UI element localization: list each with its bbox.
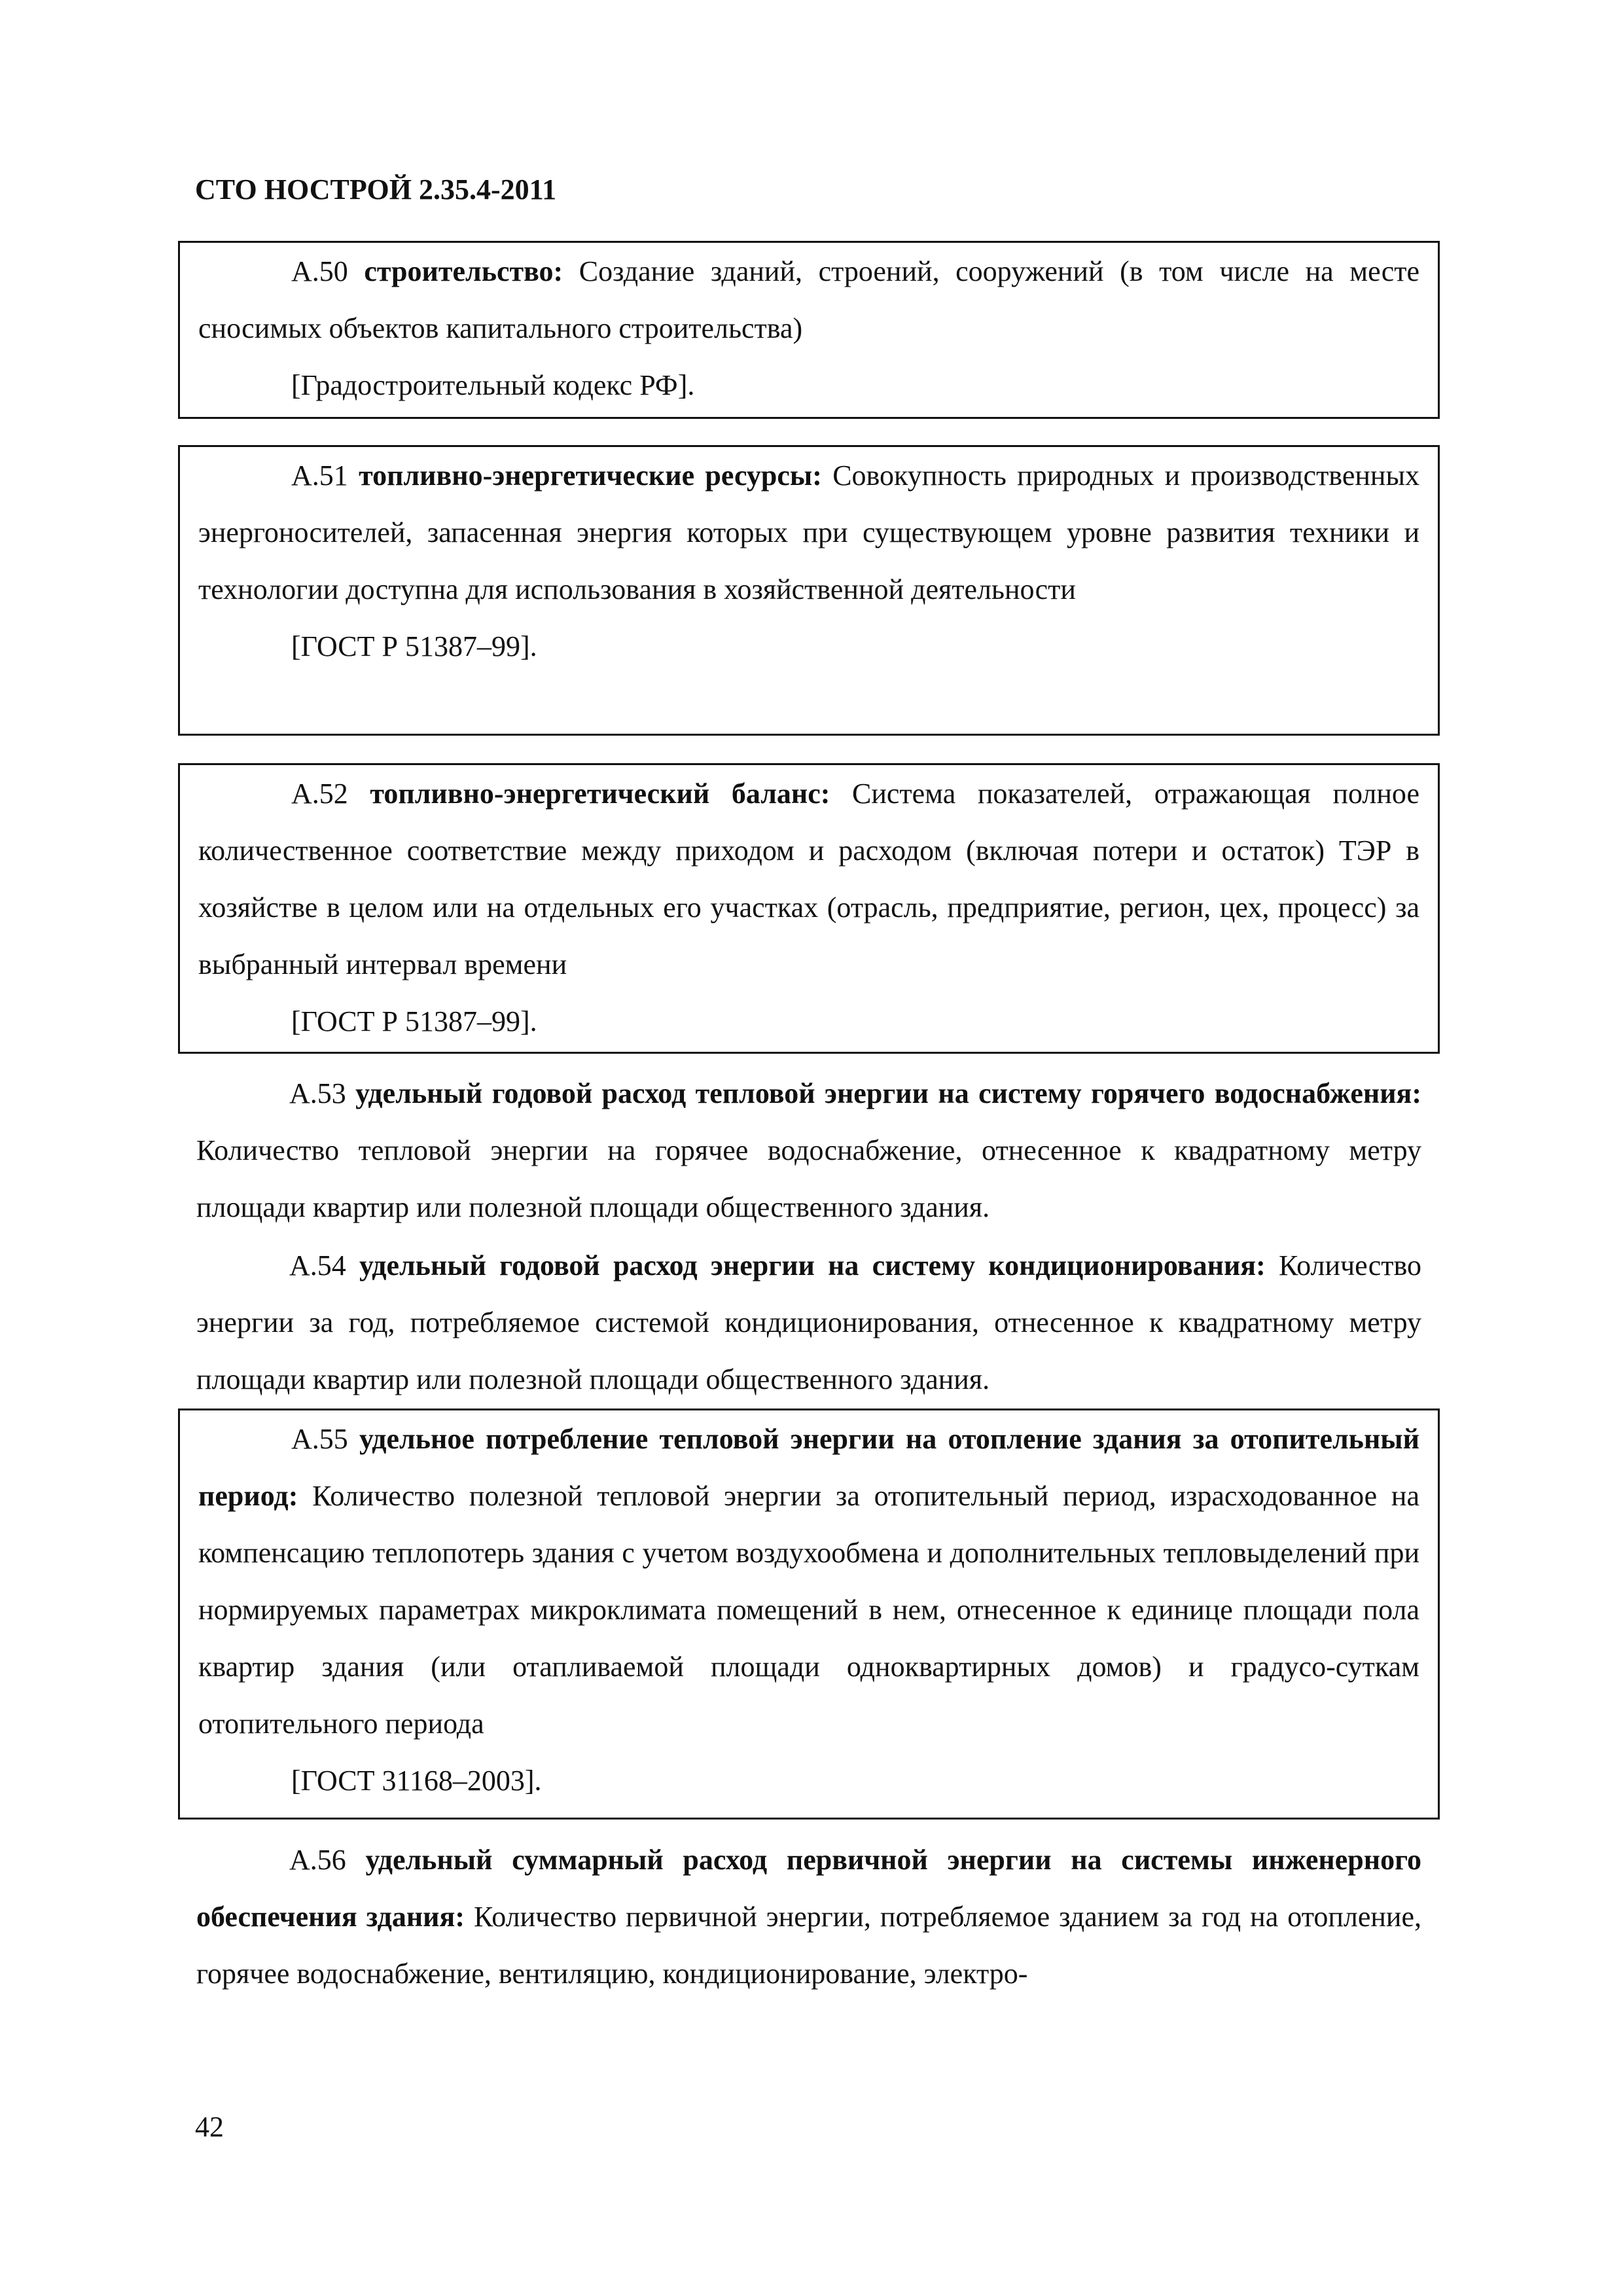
- definition: Создание зданий, строений, сооружений (в том числе на месте сносимых объектов капитального строительства): [198, 255, 1419, 344]
- entry-number: А.50: [291, 255, 348, 287]
- entry-number: А.52: [291, 778, 348, 810]
- source-reference: [ГОСТ Р 51387–99].: [291, 630, 537, 662]
- definition-text: [198, 765, 1419, 993]
- definition-entry-a52: [178, 763, 1440, 1054]
- source-reference: [Градостроительный кодекс РФ].: [291, 369, 695, 401]
- definition: Количество тепловой энергии на горячее водоснабжение, отнесенное к квадратному метру площади квартир или полезной площади общественного здания.: [196, 1134, 1421, 1223]
- definition: Система показателей, отражающая полное количественное соответствие между приходом и расходом (включая потери и остаток) ТЭР в хозяйстве в целом или на отдельных его участках (отрасль, предприятие, регион, цех, процесс) за выбранный интервал времени: [198, 778, 1419, 980]
- definition-entry-a51: [178, 445, 1440, 736]
- definition: Совокупность природных и производственных энергоносителей, запасенная энергия которых при существующем уровне развития техники и технологии доступна для использования в хозяйственной деятельности: [198, 459, 1420, 605]
- entry-number: А.56: [289, 1844, 346, 1876]
- entry-number: А.51: [291, 459, 348, 492]
- entry-number: А.53: [289, 1077, 346, 1109]
- document-header: СТО НОСТРОЙ 2.35.4-2011: [195, 173, 557, 206]
- definition-entry-a56: [178, 1831, 1440, 2008]
- source-reference: [ГОСТ Р 51387–99].: [291, 1005, 537, 1037]
- term: удельный годовой расход тепловой энергии на систему горячего водоснабжения:: [355, 1077, 1422, 1109]
- entry-number: А.54: [289, 1249, 346, 1282]
- definition-text: [196, 1831, 1421, 2002]
- definition-entry-a54: [178, 1237, 1440, 1408]
- term: удельный годовой расход энергии на систему кондиционирования:: [359, 1249, 1266, 1282]
- definition: Количество энергии за год, потребляемое системой кондиционирования, отнесенное к квадратному метру площади квартир или полезной площади общественного здания.: [196, 1249, 1422, 1395]
- definition-entry-a53: [178, 1065, 1440, 1236]
- definition-text: [196, 1065, 1421, 1236]
- entry-number: А.55: [291, 1423, 348, 1455]
- term: удельный суммарный расход первичной энергии на системы инженерного обеспечения здания:: [196, 1844, 1422, 1933]
- source-reference: [ГОСТ 31168–2003].: [291, 1765, 542, 1797]
- page-number: 42: [195, 2111, 224, 2143]
- definition-text: [198, 447, 1419, 618]
- term: топливно-энергетический баланс:: [370, 778, 830, 810]
- definition: Количество полезной тепловой энергии за отопительный период, израсходованное на компенсацию теплопотерь здания с учетом воздухообмена и дополнительных тепловыделений при нормируемых параметрах микроклимата помещений в нем, отнесенное к единице площади пола квартир здания (или отапливаемой площади одноквартирных домов) и градусо-суткам отопительного периода: [198, 1480, 1420, 1740]
- definition-text: [196, 1237, 1421, 1408]
- definition-text: [198, 243, 1419, 357]
- term: удельное потребление тепловой энергии на отопление здания за отопительный период:: [198, 1423, 1419, 1512]
- definition-text: [198, 1410, 1419, 1752]
- term: строительство:: [364, 255, 563, 287]
- definition-entry-a55: [178, 1408, 1440, 1820]
- term: топливно-энергетические ресурсы:: [359, 459, 822, 492]
- definition-entry-a50: [178, 241, 1440, 419]
- definition: Количество первичной энергии, потребляемое зданием за год на отопление, горячее водоснабжение, вентиляцию, кондиционирование, электро-: [196, 1901, 1421, 1990]
